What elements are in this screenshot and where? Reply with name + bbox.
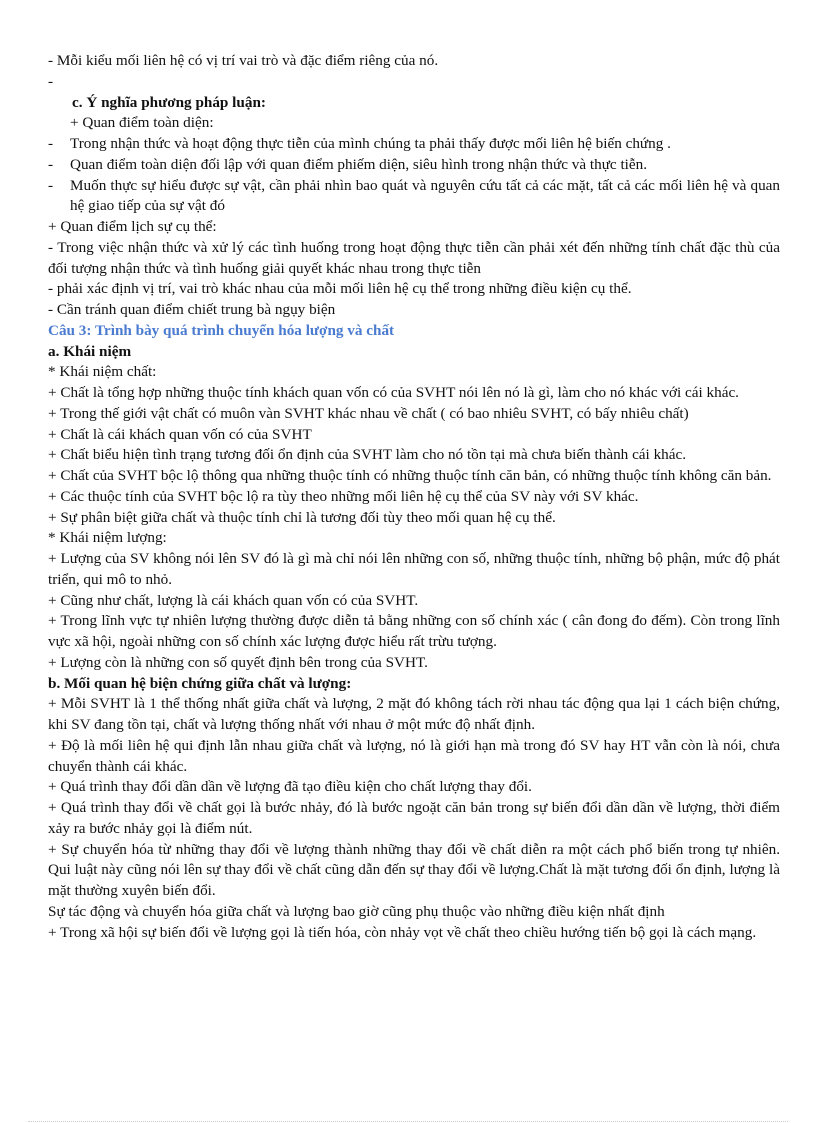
- list-item: [48, 176, 780, 218]
- text-line: - phải xác định vị trí, vai trò khác nhau của mỗi mối liên hệ cụ thể trong những điều kiện cụ thể.: [48, 280, 632, 298]
- text-line: * Khái niệm lượng:: [48, 529, 167, 547]
- text-line: + Chất là cái khách quan vốn có của SVHT: [48, 425, 312, 443]
- text-line: - Mỗi kiểu mối liên hệ có vị trí vai trò và đặc điểm riêng của nó.: [48, 52, 439, 69]
- page-bottom-divider: [28, 1121, 788, 1122]
- bullet-dash: -: [48, 135, 54, 152]
- paragraph: + Trong xã hội sự biến đổi về lượng gọi là tiến hóa, còn nhảy vọt về chất theo chiều hướng tiến bộ gọi là cách mạng.: [48, 923, 757, 941]
- paragraph: + Độ là mối liên hệ qui định lẫn nhau giữa chất và lượng, nó là giới hạn mà trong đó SV hay HT vẫn còn là nói, chưa chuyển thành cái khác.: [48, 736, 780, 775]
- bullet-dash: -: [48, 176, 54, 194]
- text-line: + Quá trình thay đổi dần dần về lượng đã tạo điều kiện cho chất lượng thay đổi.: [48, 778, 532, 796]
- subsection-heading: b. Mối quan hệ biện chứng giữa chất và lượng:: [48, 674, 352, 692]
- paragraph: + Chất của SVHT bộc lộ thông qua những thuộc tính có những thuộc tính căn bản, có những thuộc tính không căn bản.: [48, 467, 772, 484]
- text-line: * Khái niệm chất:: [48, 363, 157, 381]
- list-item: [48, 134, 780, 155]
- list-item: [48, 155, 780, 176]
- list-item-text: Quan điểm toàn diện đối lập với quan điểm phiếm diện, siêu hình trong nhận thức và thực tiễn.: [70, 155, 648, 173]
- text-line: Sự tác động và chuyển hóa giữa chất và lượng bao giờ cũng phụ thuộc vào những điều kiện nhất định: [48, 902, 665, 920]
- list-item-text: Trong nhận thức và hoạt động thực tiễn của mình chúng ta phải thấy được mối liên hệ biến chứng .: [70, 135, 671, 152]
- paragraph: + Mỗi SVHT là 1 thể thống nhất giữa chất và lượng, 2 mặt đó không tách rời nhau tác động qua lại 1 cách biện chứng, khi SV đang tồn tại, chất và lượng thống nhất với nhau ở một mức độ nhất định.: [48, 695, 780, 733]
- text-line: + Sự phân biệt giữa chất và thuộc tính chỉ là tương đối tùy theo mối quan hệ cụ thể.: [48, 508, 556, 526]
- text-line: -: [48, 72, 54, 90]
- text-line: + Quan điểm toàn diện:: [70, 114, 214, 132]
- paragraph: + Sự chuyển hóa từ những thay đổi về lượng thành những thay đổi về chất diễn ra một cách phổ biến trong tự nhiên. Qui luật này cũng nói lên sự thay đổi về chất cũng dẫn đến sự thay đổi về lượng.Chất là mặt tương đối ổn định, lượng là mặt thường xuyên biến đổi.: [48, 840, 780, 899]
- text-line: + Cũng như chất, lượng là cái khách quan vốn có của SVHT.: [48, 591, 419, 609]
- text-line: + Chất biểu hiện tình trạng tương đối ổn định của SVHT làm cho nó tồn tại mà chưa biến thành cái khác.: [48, 446, 687, 464]
- text-line: + Quan điểm lịch sự cụ thể:: [48, 218, 217, 235]
- text-line: - Cần tránh quan điểm chiết trung bà ngụy biện: [48, 301, 336, 318]
- paragraph: + Trong thế giới vật chất có muôn vàn SVHT khác nhau về chất ( có bao nhiêu SVHT, có bấy nhiêu chất): [48, 404, 689, 422]
- text-line: + Các thuộc tính của SVHT bộc lộ ra tùy theo những mối liên hệ cụ thể của SV này với SV khác.: [48, 487, 639, 505]
- list-item-text: Muốn thực sự hiểu được sự vật, cần phải nhìn bao quát và nguyên cứu tất cả các mặt, tất cả các mối liên hệ và quan hệ giao tiếp của sự vật đó: [70, 176, 780, 215]
- question-heading: Câu 3: Trình bày quá trình chuyển hóa lượng và chất: [48, 321, 395, 339]
- paragraph: + Trong lĩnh vực tự nhiên lượng thường được diễn tả bằng những con số chính xác ( cân đong đo đếm). Còn trong lĩnh vực xã hội, ngoài những con số chính xác lượng được hiểu rất trừu tượng.: [48, 612, 780, 650]
- paragraph: + Lượng của SV không nói lên SV đó là gì mà chỉ nói lên những con số, những thuộc tính, những bộ phận, mức độ phát triển, qui mô to nhỏ.: [48, 550, 780, 588]
- text-line: + Lượng còn là những con số quyết định bên trong của SVHT.: [48, 653, 428, 671]
- paragraph: + Chất là tổng hợp những thuộc tính khách quan vốn có của SVHT nói lên nó là gì, làm cho nó khác với cái khác.: [48, 384, 739, 401]
- bullet-dash: -: [48, 155, 54, 173]
- section-heading: c. Ý nghĩa phương pháp luận:: [72, 93, 266, 111]
- paragraph: + Quá trình thay đổi về chất gọi là bước nhảy, đó là bước ngoặt căn bản trong sự biến đổi dần dần về lượng, thời điểm xảy ra bước nhảy gọi là điểm nút.: [48, 799, 780, 837]
- paragraph: - Trong việc nhận thức và xử lý các tình huống trong hoạt động thực tiễn cần phải xét đến những tính chất đặc thù của đối tượng nhận thức và tình huống giải quyết khác nhau trong thực tiễn: [48, 238, 780, 277]
- document-page: [48, 51, 780, 943]
- subsection-heading: a. Khái niệm: [48, 342, 132, 360]
